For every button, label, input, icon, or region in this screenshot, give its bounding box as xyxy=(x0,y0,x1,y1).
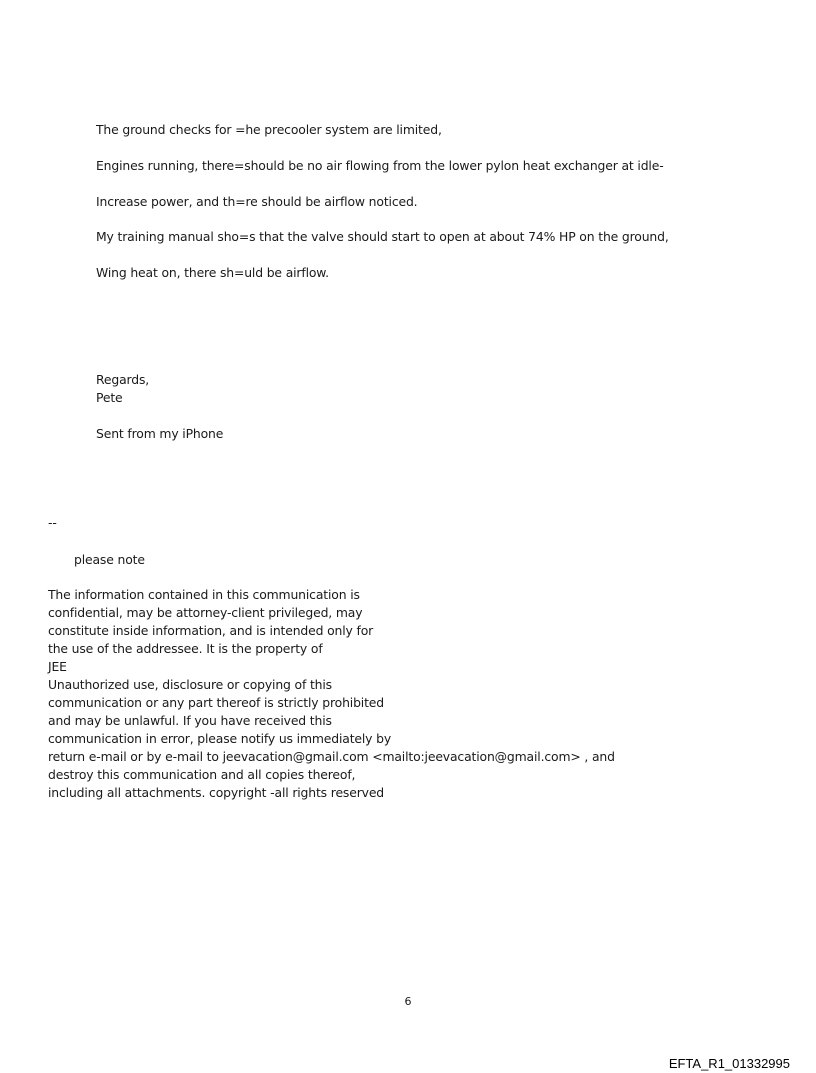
notice-line: JEE xyxy=(48,659,67,674)
body-line: Increase power, and th=re should be airflow noticed. xyxy=(96,194,418,209)
notice-line: constitute inside information, and is intended only for xyxy=(48,623,374,638)
notice-line: confidential, may be attorney-client privileged, may xyxy=(48,605,363,620)
document-id: EFTA_R1_01332995 xyxy=(668,1056,790,1071)
notice-line: communication or any part thereof is strictly prohibited xyxy=(48,695,384,710)
body-line: Wing heat on, there sh=uld be airflow. xyxy=(96,265,329,280)
body-line: The ground checks for =he precooler system are limited, xyxy=(96,122,442,137)
body-line: Engines running, there=should be no air flowing from the lower pylon heat exchanger at idle- xyxy=(96,158,664,173)
notice-line: the use of the addressee. It is the property of xyxy=(48,641,323,656)
notice-line: communication in error, please notify us immediately by xyxy=(48,731,392,746)
sent-from-line: Sent from my iPhone xyxy=(96,426,224,441)
notice-line: and may be unlawful. If you have received this xyxy=(48,713,332,728)
notice-line: destroy this communication and all copies thereof, xyxy=(48,767,356,782)
notice-line-email: return e-mail or by e-mail to jeevacation@gmail.com <mailto:jeevacation@gmail.com> , and xyxy=(48,749,615,764)
notice-heading: please note xyxy=(74,552,145,567)
body-line: My training manual sho=s that the valve should start to open at about 74% HP on the ground, xyxy=(96,229,669,244)
page-number: 6 xyxy=(404,995,412,1008)
notice-line: Unauthorized use, disclosure or copying of this xyxy=(48,677,332,692)
signoff-regards: Regards, xyxy=(96,372,150,387)
signature-separator: -- xyxy=(48,515,57,530)
signoff-name: Pete xyxy=(96,390,123,405)
notice-line: The information contained in this communication is xyxy=(48,587,360,602)
notice-line: including all attachments. copyright -all rights reserved xyxy=(48,785,385,800)
